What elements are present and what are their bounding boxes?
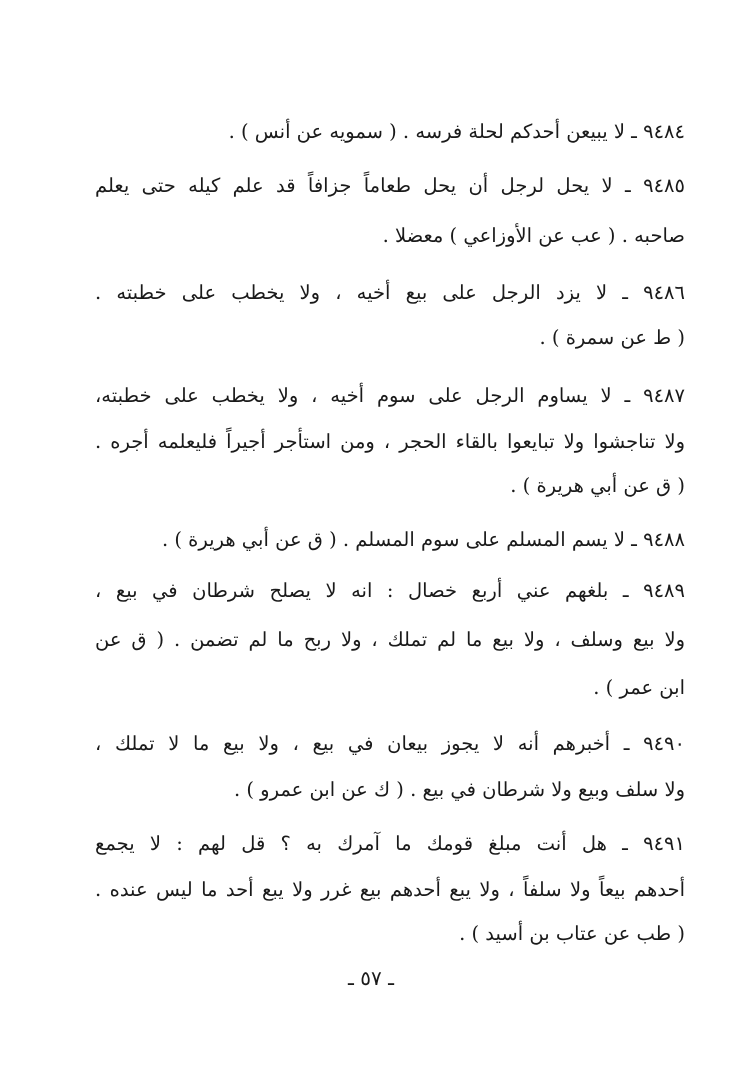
entry-9486-line-1: ٩٤٨٦ ـ لا يزد الرجل على بيع أخيه ، ولا يخطب على خطبته .	[95, 281, 685, 304]
entry-9489-line-1: ٩٤٨٩ ـ بلغهم عني أربع خصال : انه لا يصلح شرطان في بيع ،	[95, 579, 685, 602]
entry-9485-line-1: ٩٤٨٥ ـ لا يحل لرجل أن يحل طعاماً جزافاً قد علم كيله حتى يعلم	[95, 174, 685, 197]
entry-9484-line-1: ٩٤٨٤ ـ لا يبيعن أحدكم لحلة فرسه . ( سمويه عن أنس ) .	[228, 120, 685, 143]
entry-9486-line-2: ( ط عن سمرة ) .	[539, 326, 685, 349]
entry-9487-line-3: ( ق عن أبي هريرة ) .	[510, 474, 685, 497]
entry-9489-line-2: ولا بيع وسلف ، ولا بيع ما لم تملك ، ولا ربح ما لم تضمن . ( ق عن	[95, 628, 685, 651]
page-number: ـ ٥٧ ـ	[348, 966, 394, 990]
entry-9490-line-2: ولا سلف وبيع ولا شرطان في بيع . ( ك عن ابن عمرو ) .	[233, 778, 685, 801]
entry-9491-line-3: ( طب عن عتاب بن أسيد ) .	[459, 922, 685, 945]
entry-9490-line-1: ٩٤٩٠ ـ أخبرهم أنه لا يجوز بيعان في بيع ، ولا بيع ما لا تملك ،	[95, 732, 685, 755]
entry-9491-line-2: أحدهم بيعاً ولا سلفاً ، ولا يبع أحدهم بيع غرر ولا يبع أحد ما ليس عنده .	[95, 878, 685, 901]
entry-9489-line-3: ابن عمر ) .	[593, 676, 685, 699]
entry-9491-line-1: ٩٤٩١ ـ هل أنت مبلغ قومك ما آمرك به ؟ قل لهم : لا يجمع	[95, 832, 685, 855]
entry-9487-line-1: ٩٤٨٧ ـ لا يساوم الرجل على سوم أخيه ، ولا يخطب على خطبته،	[95, 384, 685, 407]
entry-9488-line-1: ٩٤٨٨ ـ لا يسم المسلم على سوم المسلم . ( ق عن أبي هريرة ) .	[161, 528, 685, 551]
entry-9485-line-2: صاحبه . ( عب عن الأوزاعي ) معضلا .	[382, 224, 685, 247]
entry-9487-line-2: ولا تناجشوا ولا تبايعوا بالقاء الحجر ، ومن استأجر أجيراً فليعلمه أجره .	[95, 430, 685, 453]
